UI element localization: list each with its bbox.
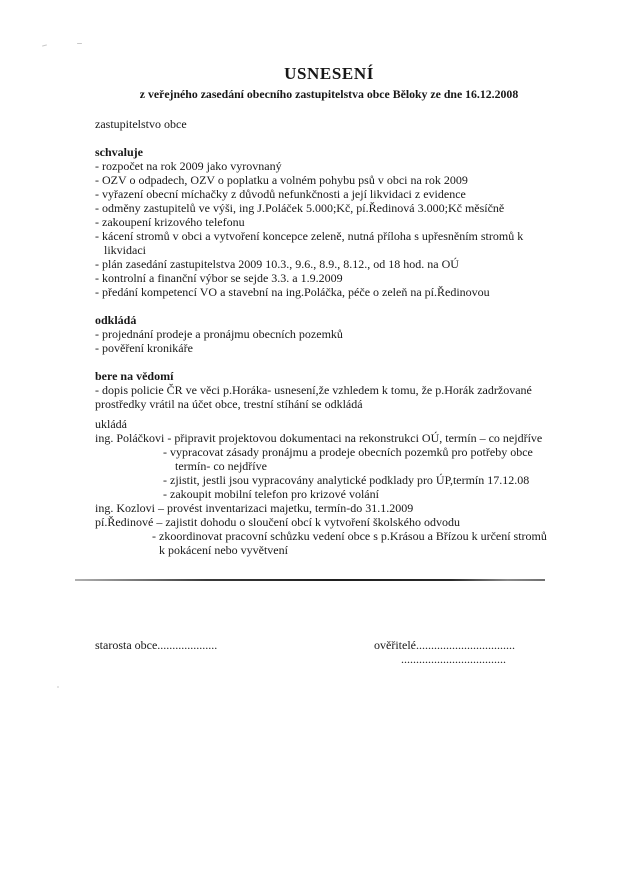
text-line: pí.Ředinové – zajistit dohodu o sloučení obcí k vytvoření školského odvodu bbox=[95, 515, 460, 529]
scan-artifact bbox=[57, 686, 59, 688]
section-bere-na-vedomi bbox=[95, 369, 563, 411]
text-line: likvidaci bbox=[104, 243, 146, 257]
section-heading: bere na vědomí bbox=[95, 369, 174, 383]
text-line: - kácení stromů v obci a vytvoření koncepce zeleně, nutná příloha s upřesněním stromů k bbox=[95, 229, 524, 243]
text-line: - zakoupení krizového telefonu bbox=[95, 215, 245, 229]
section-heading: odkládá bbox=[95, 313, 137, 327]
text-line: ing. Kozlovi – provést inventarizaci majetku, termín-do 31.1.2009 bbox=[95, 501, 414, 515]
text-line: - kontrolní a finanční výbor se sejde 3.3. a 1.9.2009 bbox=[95, 271, 343, 285]
text-line: termín- co nejdříve bbox=[175, 459, 267, 473]
signature-block bbox=[95, 638, 563, 666]
scan-artifact bbox=[77, 43, 82, 44]
starosta-signature-line: starosta obce.................... bbox=[95, 638, 218, 652]
section-odklada bbox=[95, 313, 563, 355]
text-line: - zakoupit mobilní telefon pro krizové volání bbox=[163, 487, 379, 501]
text-line: - plán zasedání zastupitelstva 2009 10.3., 9.6., 8.9., 8.12., od 18 hod. na OÚ bbox=[95, 257, 459, 271]
text-line: - zkoordinovat pracovní schůzku vedení obce s p.Krásou a Břízou k určení stromů bbox=[152, 529, 547, 543]
divider-rule bbox=[75, 579, 545, 581]
section-heading: schvaluje bbox=[95, 145, 143, 159]
intro-line: zastupitelstvo obce bbox=[95, 117, 187, 131]
section-uklada bbox=[95, 417, 563, 557]
sections-container bbox=[95, 145, 563, 557]
overitele-signature-group bbox=[374, 638, 515, 666]
text-line: - zjistit, jestli jsou vypracovány analytické podklady pro ÚP,termín 17.12.08 bbox=[163, 473, 530, 487]
text-line: - dopis policie ČR ve věci p.Horáka- usnesení,že vzhledem k tomu, že p.Horák zadržované bbox=[95, 383, 532, 397]
page-subtitle: z veřejného zasedání obecního zastupitelstva obce Běloky ze dne 16.12.2008 bbox=[139, 87, 519, 101]
text-line: - projednání prodeje a pronájmu obecních pozemků bbox=[95, 327, 343, 341]
section-schvaluje bbox=[95, 145, 563, 299]
text-line: - vypracovat zásady pronájmu a prodeje obecních pozemků pro potřeby obce bbox=[163, 445, 533, 459]
text-line: - odměny zastupitelů ve výši, ing J.Poláček 5.000;Kč, pí.Ředinová 3.000;Kč měsíčně bbox=[95, 201, 505, 215]
text-line: ing. Poláčkovi - připravit projektovou dokumentaci na rekonstrukci OÚ, termín – co nejdříve bbox=[95, 431, 543, 445]
text-line: prostředky vrátil na účet obce, trestní stíhání se odkládá bbox=[95, 397, 363, 411]
second-signature-line: ................................... bbox=[401, 652, 507, 666]
overitele-signature-line: ověřitelé................................. bbox=[374, 638, 515, 652]
text-line: - pověření kronikáře bbox=[95, 341, 193, 355]
section-heading: ukládá bbox=[95, 417, 127, 431]
text-line: k pokácení nebo vyvětvení bbox=[159, 543, 288, 557]
page-title: USNESENÍ bbox=[284, 64, 374, 83]
text-line: - předání kompetencí VO a stavební na ing.Poláčka, péče o zeleň na pí.Ředinovou bbox=[95, 285, 490, 299]
text-line: - rozpočet na rok 2009 jako vyrovnaný bbox=[95, 159, 282, 173]
text-line: - OZV o odpadech, OZV o poplatku a volném pohybu psů v obci na rok 2009 bbox=[95, 173, 468, 187]
text-line: - vyřazení obecní míchačky z důvodů nefunkčnosti a její likvidaci z evidence bbox=[95, 187, 466, 201]
